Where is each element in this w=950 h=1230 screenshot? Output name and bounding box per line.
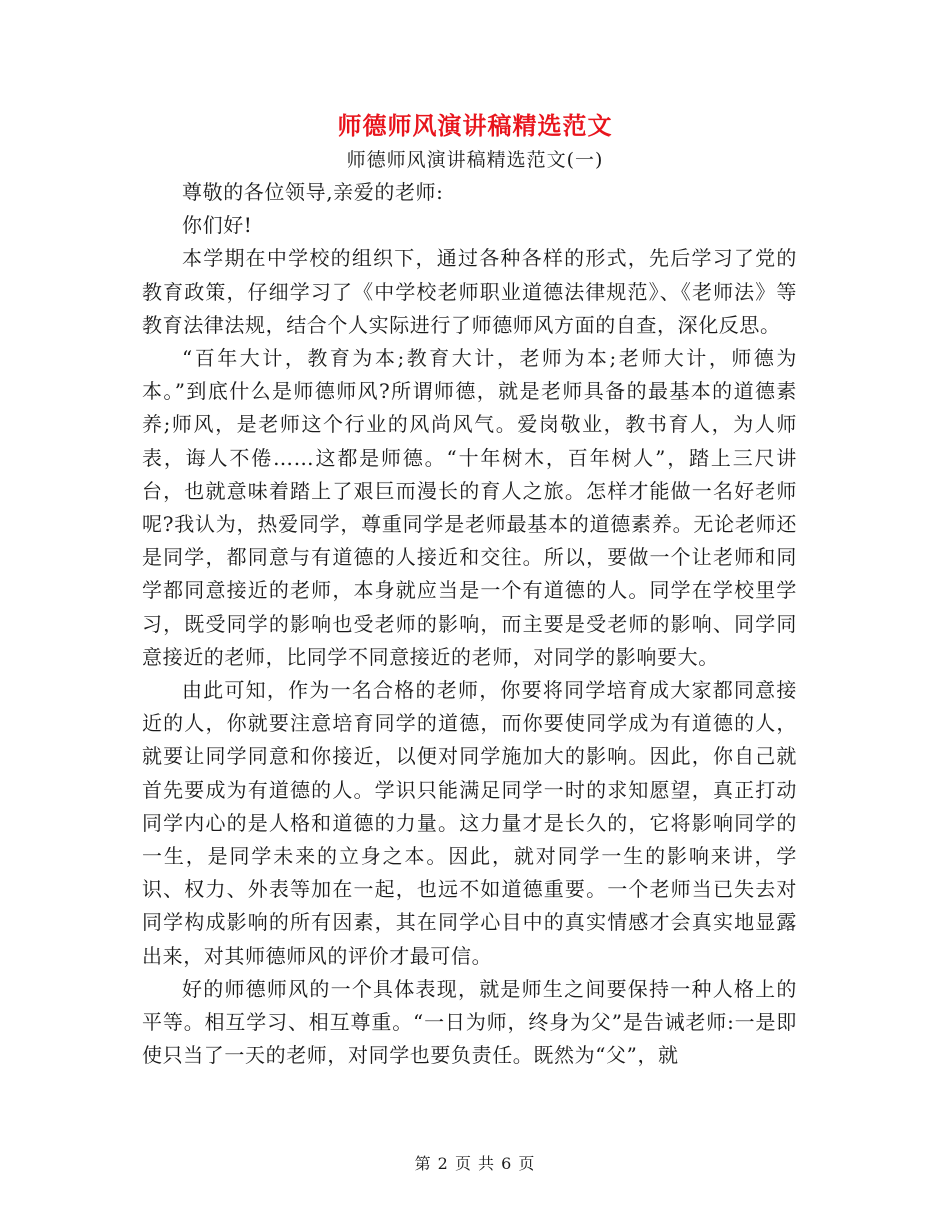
paragraph: “百年大计，教育为本;教育大计，老师为本;老师大计，师德为本。”到底什么是师德师风?所谓师德，就是老师具备的最基本的道德素养;师风，是老师这个行业的风尚风气。爱岗敬业，教书育人，为人师表，诲人不倦……这都是师德。“十年树木，百年树人”，踏上三尺讲台，也就意味着踏上了艰巨而漫长的育人之旅。怎样才能做一名好老师呢?我认为，热爱同学，尊重同学是老师最基本的道德素养。无论老师还是同学，都同意与有道德的人接近和交往。所以，要做一个让老师和同学都同意接近的老师，本身就应当是一个有道德的人。同学在学校里学习，既受同学的影响也受老师的影响，而主要是受老师的影响、同学同意接近的老师，比同学不同意接近的老师，对同学的影响要大。	[142, 346, 797, 669]
document-subtitle: 师德师风演讲稿精选范文(一)	[346, 149, 604, 171]
paragraph: 好的师德师风的一个具体表现，就是师生之间要保持一种人格上的平等。相互学习、相互尊重。“一日为师，终身为父”是告诫老师:一是即使只当了一天的老师，对同学也要负责任。既然为“父”，就	[142, 976, 797, 1068]
page-number-footer: 第 2 页 共 6 页	[414, 1154, 536, 1173]
document-body	[142, 176, 797, 1072]
greeting: 你们好!	[182, 213, 253, 238]
document-title: 师德师风演讲稿精选范文	[337, 112, 613, 140]
paragraph: 本学期在中学校的组织下，通过各种各样的形式，先后学习了党的教育政策，仔细学习了《中学校老师职业道德法律规范》、《老师法》等教育法律法规，结合个人实际进行了师德师风方面的自查，深化反思。	[142, 246, 797, 337]
paragraph: 由此可知，作为一名合格的老师，你要将同学培育成大家都同意接近的人，你就要注意培育同学的道德，而你要使同学成为有道德的人，就要让同学同意和你接近，以便对同学施加大的影响。因此，你自己就首先要成为有道德的人。学识只能满足同学一时的求知愿望，真正打动同学内心的是人格和道德的力量。这力量才是长久的，它将影响同学的一生，是同学未来的立身之本。因此，就对同学一生的影响来讲，学识、权力、外表等加在一起，也远不如道德重要。一个老师当已失去对同学构成影响的所有因素，其在同学心目中的真实情感才会真实地显露出来，对其师德师风的评价才最可信。	[142, 678, 797, 968]
salutation: 尊敬的各位领导,亲爱的老师:	[182, 180, 444, 204]
